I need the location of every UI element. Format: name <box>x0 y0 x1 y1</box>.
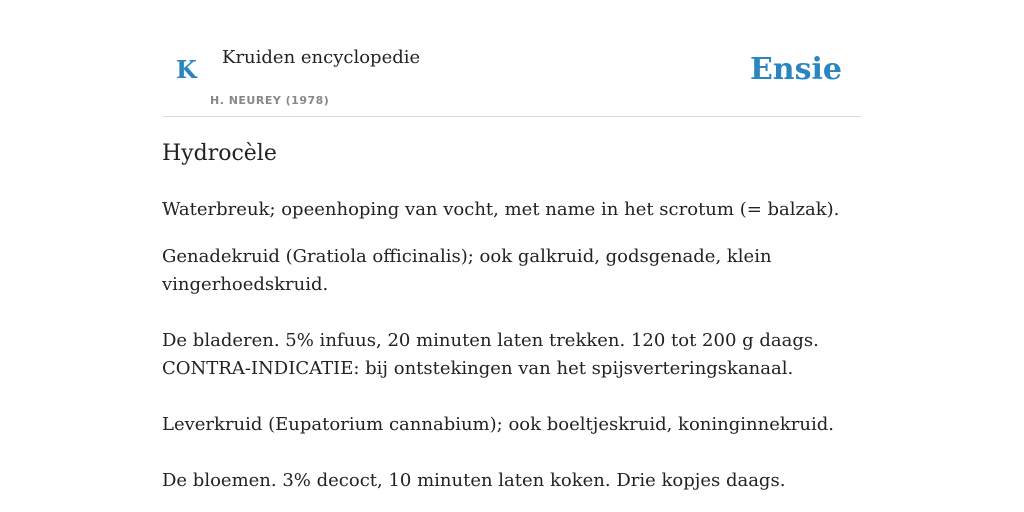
entry-definition: Waterbreuk; opeenhoping van vocht, met name in het scrotum (= balzak). <box>162 199 840 220</box>
entry-paragraph: Leverkruid (Eupatorium cannabium); ook boeltjeskruid, koninginnekruid. <box>162 414 834 435</box>
ensie-logo[interactable]: Ensie <box>749 52 842 87</box>
book-title-link[interactable]: Kruiden encyclopedie <box>222 47 421 68</box>
book-author: H. NEUREY (1978) <box>210 94 330 107</box>
entry-content <box>162 138 862 495</box>
book-logo-icon[interactable]: K <box>176 55 197 84</box>
entry-paragraph: De bladeren. 5% infuus, 20 minuten laten trekken. 120 tot 200 g daags. CONTRA-INDICATIE: bij ontstekingen van het spijsverteringskanaal. <box>162 330 819 379</box>
book-header <box>162 0 862 117</box>
entry-term: Hydrocèle <box>162 141 277 166</box>
entry-paragraph: Genadekruid (Gratiola officinalis); ook galkruid, godsgenade, klein vingerhoedskruid. <box>162 246 772 295</box>
entry-paragraph: De bloemen. 3% decoct, 10 minuten laten koken. Drie kopjes daags. <box>162 470 786 491</box>
